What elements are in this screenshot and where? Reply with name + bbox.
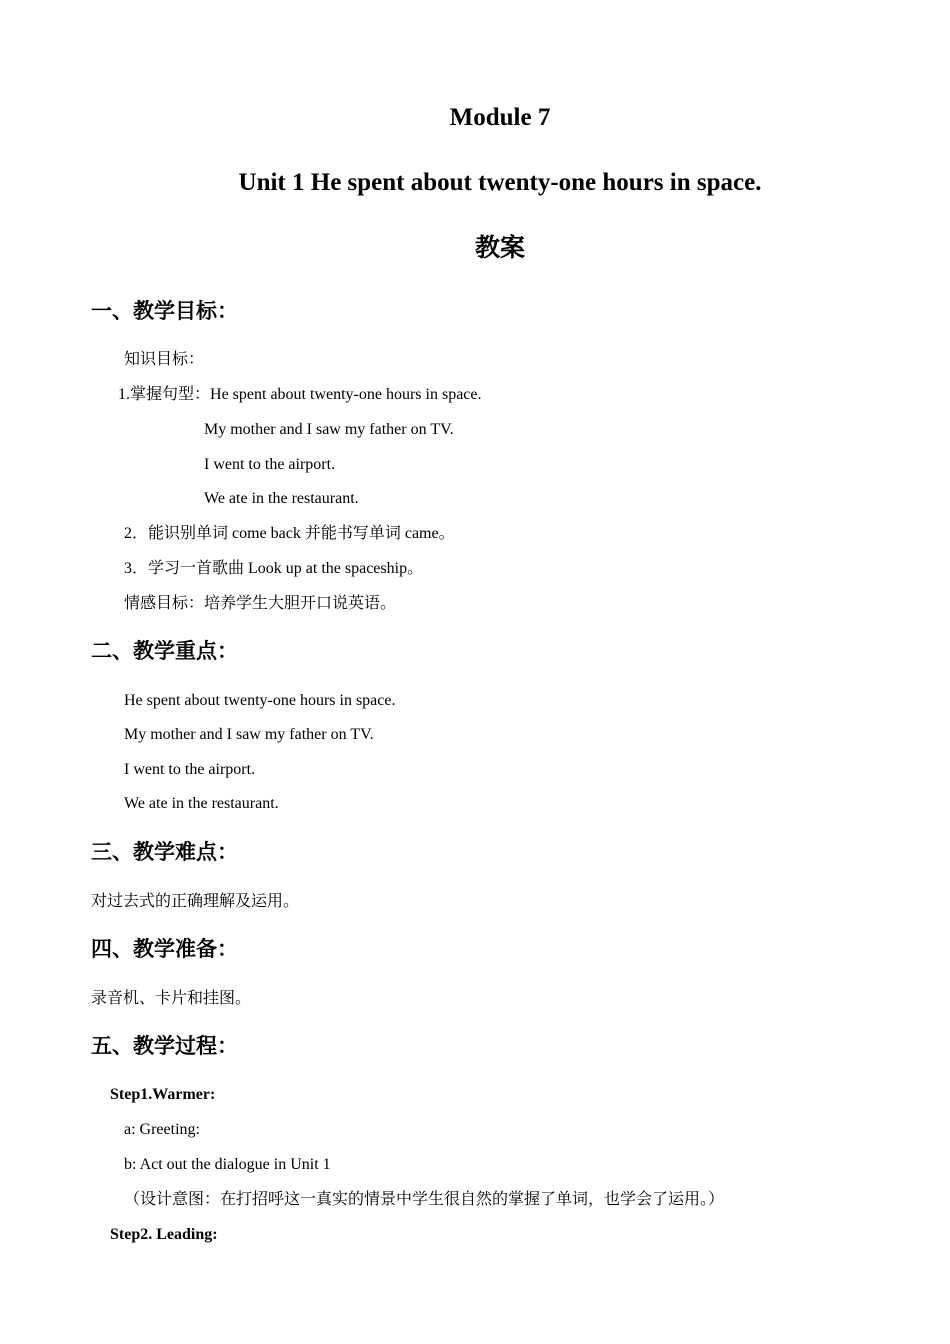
step1-item-a: a: Greeting: bbox=[124, 1121, 200, 1138]
section1-heading: 一、教学目标： bbox=[91, 299, 238, 323]
objective-item2: 2．能识别单词 come back 并能书写单词 came。 bbox=[124, 525, 455, 542]
objective-sentence: We ate in the restaurant. bbox=[204, 490, 359, 507]
objective-item3: 3．学习一首歌曲 Look up at the spaceship。 bbox=[124, 560, 424, 577]
key-sentence: He spent about twenty-one hours in space. bbox=[124, 692, 396, 709]
key-sentence: I went to the airport. bbox=[124, 761, 256, 778]
unit-title: Unit 1 He spent about twenty-one hours in space. bbox=[238, 169, 762, 196]
emotion-objective: 情感目标：培养学生大胆开口说英语。 bbox=[124, 595, 397, 612]
module-title: Module 7 bbox=[449, 104, 551, 131]
step2-title: Step2. Leading: bbox=[110, 1226, 218, 1243]
step1-title: Step1.Warmer: bbox=[110, 1086, 216, 1103]
objective-sentence: I went to the airport. bbox=[204, 456, 336, 473]
objective-sentence: He spent about twenty-one hours in space. bbox=[210, 386, 482, 403]
objective-sentence: My mother and I saw my father on TV. bbox=[204, 421, 454, 438]
objective-item1-prefix: 1.掌握句型： bbox=[118, 386, 211, 403]
step1-item-b: b: Act out the dialogue in Unit 1 bbox=[124, 1156, 331, 1173]
section2-heading: 二、教学重点： bbox=[91, 639, 238, 663]
knowledge-label: 知识目标： bbox=[124, 351, 205, 368]
objective-item1 bbox=[118, 387, 482, 403]
key-sentence: My mother and I saw my father on TV. bbox=[124, 726, 374, 743]
difficulty-text: 对过去式的正确理解及运用。 bbox=[91, 893, 300, 910]
key-sentence: We ate in the restaurant. bbox=[124, 795, 279, 812]
design-intent-note: （设计意图：在打招呼这一真实的情景中学生很自然的掌握了单词，也学会了运用。） bbox=[124, 1191, 725, 1208]
section5-heading: 五、教学过程： bbox=[91, 1034, 238, 1058]
section4-heading: 四、教学准备： bbox=[91, 937, 238, 961]
preparation-text: 录音机、卡片和挂图。 bbox=[91, 990, 252, 1007]
doc-type-title: 教案 bbox=[474, 235, 525, 262]
section3-heading: 三、教学难点： bbox=[91, 840, 238, 864]
